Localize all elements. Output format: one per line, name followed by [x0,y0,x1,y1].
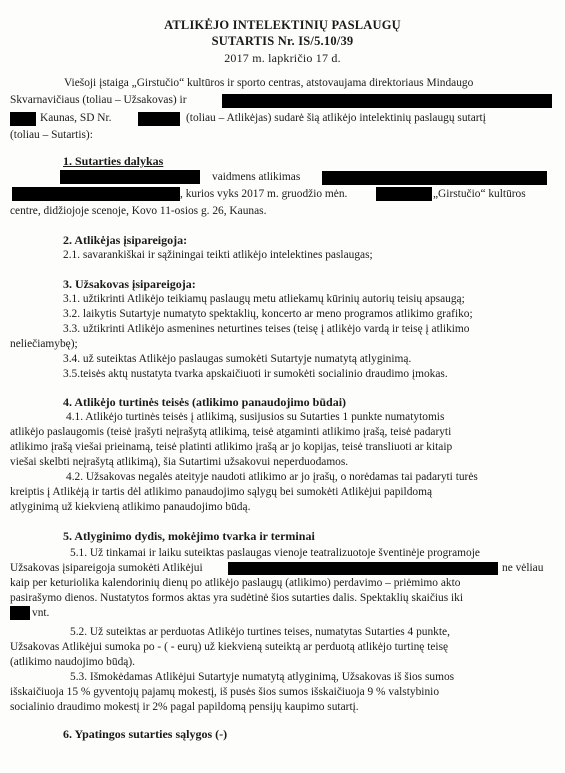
redaction-block [10,606,30,620]
intro-line-2: Skvarnavičiaus (toliau – Užsakovas) ir [10,94,187,106]
section-3-line-2: 3.2. laikytis Sutartyje numatyto spektaklių, koncerto ar meno programos atlikimo grafiko; [63,308,473,320]
section-4-line-2: atlikėjo paslaugomis (teisė įrašyti neįrašytą atlikimą, teisė atgaminti atlikimo įrašą, teisė padaryti [10,426,452,438]
section-5-line-5: vnt. [32,607,50,619]
section-3-line-3: 3.3. užtikrinti Atlikėjo asmenines neturtines teises (teisę į atlikėjo vardą ir teisę į atlikimo [63,323,470,335]
redaction-block [60,170,200,184]
document-title-line-2: SUTARTIS Nr. IS/5.10/39 [211,34,354,48]
section-3-line-5: 3.4. už suteiktas Atlikėjo paslaugas sumokėti Sutartyje numatytą atlyginimą. [63,353,412,365]
section-1-line-3: centre, didžiojoje scenoje, Kovo 11-osios g. 26, Kaunas. [10,205,267,217]
section-3-line-6: 3.5.teisės aktų nustatyta tvarka apskaičiuoti ir sumokėti socialinio draudimo įmokas. [63,368,448,380]
section-5-line-2a: Užsakovas įsipareigoja sumokėti Atlikėjui [10,562,203,574]
intro-line-4: (toliau – Sutartis): [10,129,93,141]
redaction-block [222,94,552,108]
redaction-block [322,171,547,185]
section-1-line-2b: „Girstučio“ kultūros [433,188,526,200]
section-4-line-7: atlyginimą už kiekvieną atlikimo panaudojimo būdą. [10,501,251,513]
section-3-title: 3. Užsakovas įsipareigoja: [63,277,196,291]
section-1-title: 1. Sutarties dalykas [63,154,164,168]
section-5-line-6: 5.2. Už suteiktas ar perduotas Atlikėjo turtines teises, numatytas Sutarties 4 punkte, [70,626,450,638]
intro-line-3a: Kaunas, SD Nr. [40,112,112,124]
section-4-line-3: atlikimo įrašą viešai prieinamą, teisė platinti atlikimo įrašą ar jo kopijas, teisė transliuoti ar kitaip [10,441,453,453]
section-6-title: 6. Ypatingos sutarties sąlygos (-) [63,727,228,741]
section-5-title: 5. Atlyginimo dydis, mokėjimo tvarka ir terminai [63,529,315,543]
redaction-block [228,562,498,575]
section-1-line-2a: , kurios vyks 2017 m. gruodžio mėn. [180,188,348,200]
section-5-line-3: kaip per keturiolika kalendorinių dienų po atlikėjo paslaugų (atlikimo) perdavimo – priėmimo akto [10,577,461,589]
section-4-line-1: 4.1. Atlikėjo turtinės teisės į atlikimą, susijusios su Sutarties 1 punkte numatytomis [66,411,445,423]
section-5-line-7: Užsakovas Atlikėjui sumoka po - ( - eurų) už kiekvieną suteiktą ar perduotą atlikėjo turtinę teisę [10,641,449,653]
section-2-line-1: 2.1. savarankiškai ir sąžiningai teikti atlikėjo intelektines paslaugas; [63,249,373,261]
redaction-block [376,187,432,201]
section-5-line-10: išskaičiuoja 15 % gyventojų pajamų mokestį, iš pusės šios sumos išskaičiuoja 9 % valstybinio [10,686,440,698]
section-2-title: 2. Atlikėjas įsipareigoja: [63,233,188,247]
section-5-line-8: (atlikimo naudojimo būdą). [10,656,135,668]
redaction-block [12,187,180,201]
section-4-title: 4. Atlikėjo turtinės teisės (atlikimo panaudojimo būdai) [63,395,347,409]
section-1-line-1: vaidmens atlikimas [212,171,301,183]
redaction-block [138,112,180,126]
document-title-line-1: ATLIKĖJO INTELEKTINIŲ PASLAUGŲ [164,18,401,32]
section-4-line-4: viešai skelbti neįrašytą atlikimą), šia Sutartimi užsakovui neperduodamos. [10,456,349,468]
section-5-line-1: 5.1. Už tinkamai ir laiku suteiktas paslaugas vienoje teatralizuotoje šventinėje programoje [70,547,480,559]
section-5-line-2b: ne vėliau [502,562,544,574]
intro-line-1: Viešoji įstaiga „Girstučio“ kultūros ir sporto centras, atstovaujama direktoriaus Mindaugo [64,77,474,89]
section-3-line-1: 3.1. užtikrinti Atlikėjo teikiamų paslaugų metu atliekamų kūrinių autorių teisių apsaugą; [63,293,465,305]
section-5-line-11: socialinio draudimo mokestį ir 2% pagal papildomą pensijų kaupimo sutartį. [10,701,359,713]
intro-line-3b: (toliau – Atlikėjas) sudarė šią atlikėjo intelektinių paslaugų sutartį [186,112,486,124]
redaction-block [10,112,36,126]
section-3-line-4: neliečiamybę); [10,338,78,350]
section-5-line-4: pasirašymo dienos. Nustatytos formos aktas yra sudėtinė šios sutarties dalis. Spektaklių skaičius iki [10,592,464,604]
document-date: 2017 m. lapkričio 17 d. [224,51,341,65]
section-5-line-9: 5.3. Išmokėdamas Atlikėjui Sutartyje numatytą atlyginimą, Užsakovas iš šios sumos [70,671,455,683]
section-4-line-6: kreiptis į Atlikėją ir tartis dėl atlikimo panaudojimo sąlygų bei sumokėti Atlikėjui papildomą [10,486,433,498]
section-4-line-5: 4.2. Užsakovas negalės ateityje naudoti atlikimo ar jo įrašų, o norėdamas tai padaryti turės [66,471,478,483]
